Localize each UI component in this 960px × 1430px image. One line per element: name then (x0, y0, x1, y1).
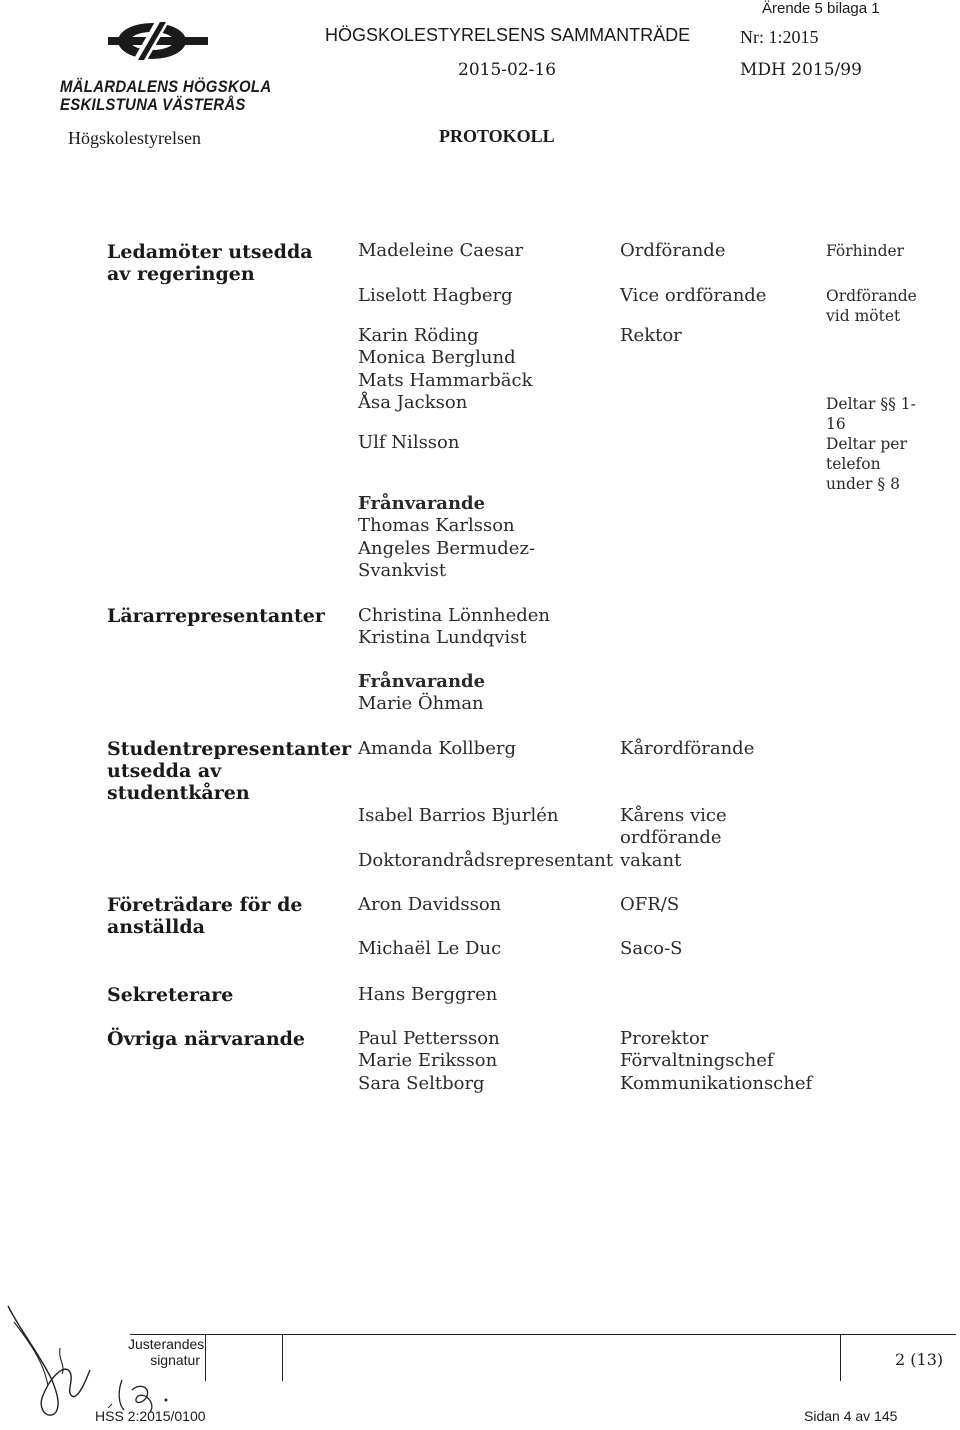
meeting-number: Nr: 1:2015 (740, 27, 819, 47)
label-line: Studentrepresentanter (107, 738, 352, 760)
member-note: Förhinder (826, 242, 905, 260)
member-name: Karin Röding (358, 325, 479, 346)
label-line: Företrädare för de (107, 894, 303, 916)
member-note: telefon (826, 455, 881, 473)
member-role: Kårens vice (620, 805, 727, 826)
member-name: Amanda Kollberg (358, 738, 516, 759)
logo (100, 20, 240, 62)
member-role: Vice ordförande (620, 285, 767, 306)
document-code: HSS 2:2015/0100 (95, 1408, 206, 1424)
member-name: Aron Davidsson (358, 894, 502, 915)
absent-heading: Frånvarande (358, 493, 486, 514)
member-role: Prorektor (620, 1028, 709, 1049)
absent-name: Svankvist (358, 560, 447, 581)
justerandes-label (128, 1336, 205, 1368)
member-note: 16 (826, 415, 846, 433)
absent-heading: Frånvarande (358, 671, 486, 692)
section-label-anstallda (107, 894, 302, 938)
logo-text-line2: ESKILSTUNA VÄSTERÅS (60, 95, 246, 114)
member-note: vid mötet (826, 307, 901, 325)
logo-mark-icon (100, 20, 240, 62)
member-name: Hans Berggren (358, 984, 498, 1005)
member-role: OFR/S (620, 894, 680, 915)
member-name: Sara Seltborg (358, 1073, 485, 1094)
justerandes-line: Justerandes (128, 1336, 205, 1352)
label-line: av regeringen (107, 263, 255, 285)
member-note: under § 8 (826, 475, 900, 493)
member-role: ordförande (620, 827, 722, 848)
member-name: Madeleine Caesar (358, 240, 524, 261)
member-name: Isabel Barrios Bjurlén (358, 805, 559, 826)
member-name: Marie Eriksson (358, 1050, 498, 1071)
section-label-studenter (107, 738, 351, 804)
signature-box (207, 1335, 283, 1381)
page-of-total: 2 (13) (895, 1350, 944, 1369)
member-note: Deltar per (826, 435, 907, 453)
absent-name: Angeles Bermudez- (358, 538, 536, 559)
signature-box (284, 1335, 841, 1381)
label-line: studentkåren (107, 782, 250, 804)
organ-name: Högskolestyrelsen (68, 128, 201, 148)
absent-name: Marie Öhman (358, 693, 484, 714)
label-line: anställda (107, 916, 205, 938)
document-type: PROTOKOLL (439, 126, 555, 146)
meeting-title: HÖGSKOLESTYRELSENS SAMMANTRÄDE (325, 25, 691, 45)
member-name: Paul Pettersson (358, 1028, 500, 1049)
section-label-regering (107, 241, 313, 285)
member-name: Christina Lönnheden (358, 605, 550, 626)
absent-name: Thomas Karlsson (358, 515, 515, 536)
member-role: Kårordförande (620, 738, 755, 759)
member-role: Kommunikationschef (620, 1073, 813, 1094)
member-name: Monica Berglund (358, 347, 516, 368)
signature-table (130, 1334, 956, 1381)
label-line: utsedda av (107, 760, 222, 782)
member-name: Ulf Nilsson (358, 432, 460, 453)
justerandes-line: signatur (150, 1352, 200, 1368)
member-name: Doktorandrådsrepresentant (358, 850, 614, 871)
member-note: Deltar §§ 1- (826, 395, 916, 413)
member-role: Ordförande (620, 240, 726, 261)
page-number: Sidan 4 av 145 (804, 1408, 898, 1424)
section-label-sekreterare: Sekreterare (107, 984, 234, 1006)
logo-text-line1: MÄLARDALENS HÖGSKOLA (60, 77, 272, 96)
label-line: Ledamöter utsedda (107, 241, 313, 263)
member-role: Rektor (620, 325, 682, 346)
diary-reference: MDH 2015/99 (740, 60, 862, 80)
member-name: Michaël Le Duc (358, 938, 502, 959)
member-role: Förvaltningschef (620, 1050, 774, 1071)
arende-label: Ärende 5 bilaga 1 (762, 0, 880, 17)
member-role: Saco-S (620, 938, 683, 959)
member-name: Kristina Lundqvist (358, 627, 527, 648)
member-name: Åsa Jackson (358, 392, 468, 413)
section-label-ovriga: Övriga närvarande (107, 1028, 306, 1050)
section-label-larare: Lärarrepresentanter (107, 605, 325, 627)
meeting-date: 2015-02-16 (458, 60, 557, 80)
member-name: Liselott Hagberg (358, 285, 513, 306)
member-role: vakant (620, 850, 682, 871)
member-note: Ordförande (826, 287, 917, 305)
member-name: Mats Hammarbäck (358, 370, 533, 391)
